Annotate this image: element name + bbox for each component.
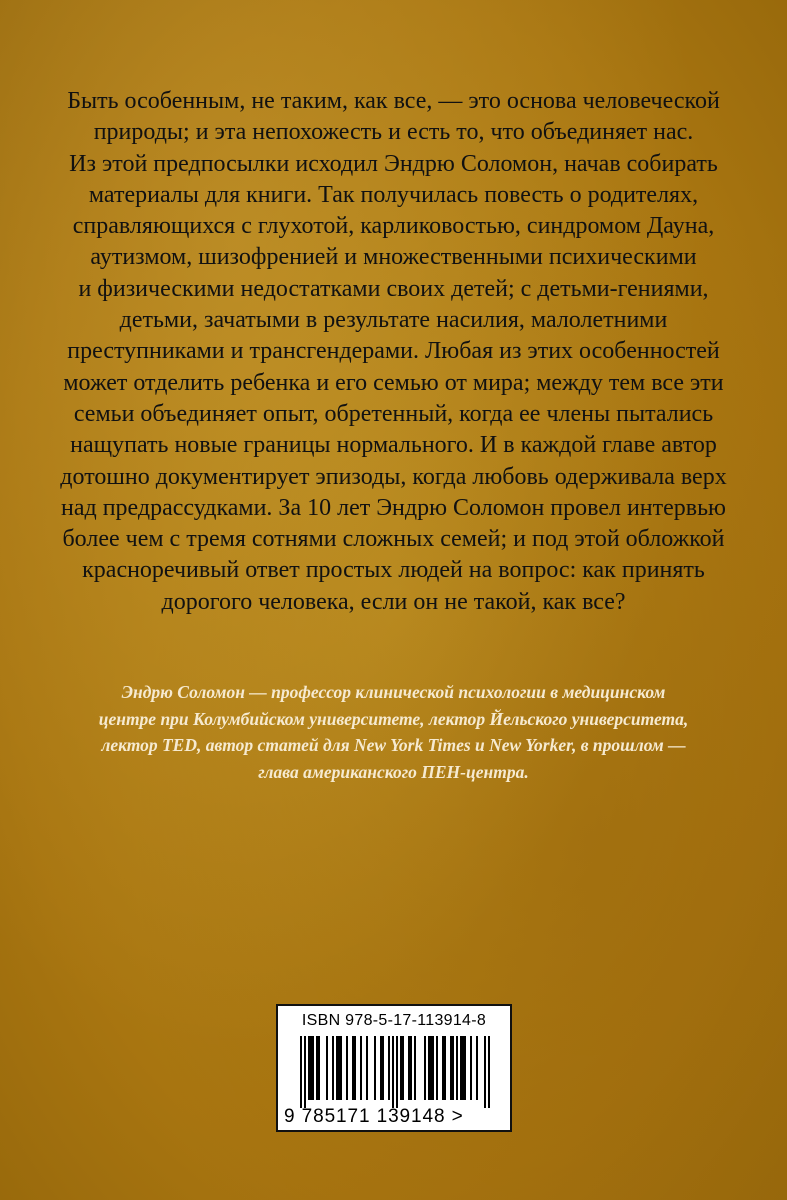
barcode-bar	[388, 1036, 390, 1100]
barcode-bar	[436, 1036, 438, 1100]
barcode-bar	[460, 1036, 462, 1100]
description-line: более чем с тремя сотнями сложных семей; и под этой обложкой	[62, 526, 725, 553]
barcode-bar	[452, 1036, 454, 1100]
barcode-bar	[456, 1036, 458, 1100]
barcode-bar	[374, 1036, 376, 1100]
author-bio-line: лектор TED, автор статей для New York Times и New Yorker, в прошлом —	[101, 735, 686, 756]
barcode-bar	[382, 1036, 384, 1100]
description-line: материалы для книги. Так получилась повесть о родителях,	[88, 181, 699, 208]
author-bio-line: центре при Колумбийском университете, лектор Йельского университета,	[98, 708, 689, 729]
barcode-bar	[442, 1036, 444, 1100]
barcode-guard-bar	[484, 1036, 486, 1108]
description-line: Быть особенным, не таким, как все, — это основа человеческой	[67, 88, 720, 114]
back-cover-description	[40, 86, 747, 618]
description-line: преступниками и трансгендерами. Любая из этих особенностей	[67, 338, 720, 365]
barcode-bar	[354, 1036, 356, 1100]
barcode-bar	[432, 1036, 434, 1100]
description-line: детьми, зачатыми в результате насилия, малолетними	[119, 307, 668, 334]
barcode-bar	[316, 1036, 318, 1100]
barcode-bar	[346, 1036, 348, 1100]
author-bio-line: глава американского ПЕН-центра.	[258, 762, 529, 783]
description-line: над предрассудками. За 10 лет Эндрю Соломон провел интервью	[61, 494, 726, 521]
barcode-guard-bar	[396, 1036, 398, 1108]
barcode-bar	[308, 1036, 310, 1100]
barcode-bar	[400, 1036, 402, 1100]
description-line: дотошно документирует эпизоды, когда любовь одерживала верх	[60, 463, 727, 490]
description-line: нащупать новые границы нормального. И в каждой главе автор	[70, 432, 717, 459]
barcode-bar	[336, 1036, 338, 1100]
barcode-bar	[338, 1036, 340, 1100]
barcode-guard-bar	[488, 1036, 490, 1108]
description-line: аутизмом, шизофренией и множественными психическими	[90, 244, 697, 271]
barcode-bar	[444, 1036, 446, 1100]
description-line: и физическими недостатками своих детей; с детьми-гениями,	[78, 275, 709, 302]
barcode-bar	[450, 1036, 452, 1100]
author-bio	[40, 679, 747, 786]
barcode-bar	[408, 1036, 410, 1100]
barcode-image	[300, 1036, 490, 1108]
isbn-barcode-box	[276, 1004, 512, 1132]
barcode-bar	[430, 1036, 432, 1100]
description-line: Из этой предпосылки исходил Эндрю Соломон, начав собирать	[69, 150, 718, 177]
description-line: природы; и эта непохожесть и есть то, что объединяет нас.	[93, 119, 694, 146]
barcode-bar	[332, 1036, 334, 1100]
barcode-bar	[326, 1036, 328, 1100]
description-line: семьи объединяет опыт, обретенный, когда ее члены пытались	[73, 400, 714, 427]
description-line: может отделить ребенка и его семью от мира; между тем все эти	[63, 369, 724, 396]
barcode-digits: 9 785171 139148 >	[284, 1106, 464, 1127]
barcode-bar	[402, 1036, 404, 1100]
author-bio-line: Эндрю Соломон — профессор клинической психологии в медицинском	[121, 682, 666, 702]
barcode-bar	[352, 1036, 354, 1100]
barcode-bar	[414, 1036, 416, 1100]
barcode-bar	[366, 1036, 368, 1100]
barcode-bar	[318, 1036, 320, 1100]
barcode-bar	[360, 1036, 362, 1100]
barcode-bar	[310, 1036, 312, 1100]
barcode-bar	[424, 1036, 426, 1100]
barcode-guard-bar	[392, 1036, 394, 1108]
barcode-bar	[380, 1036, 382, 1100]
barcode-bar	[476, 1036, 478, 1100]
barcode-bar	[470, 1036, 472, 1100]
barcode-bar	[462, 1036, 464, 1100]
barcode-bar	[428, 1036, 430, 1100]
isbn-label: ISBN 978-5-17-113914-8	[301, 1012, 487, 1029]
barcode-bar	[340, 1036, 342, 1100]
barcode-guard-bar	[304, 1036, 306, 1108]
description-line: красноречивый ответ простых людей на вопрос: как принять	[82, 557, 705, 584]
barcode-guard-bar	[300, 1036, 302, 1108]
description-line: дорогого человека, если он не такой, как все?	[161, 588, 626, 615]
barcode-bar	[464, 1036, 466, 1100]
barcode-bar	[312, 1036, 314, 1100]
description-line: справляющихся с глухотой, карликовостью, синдромом Дауна,	[72, 213, 715, 240]
barcode-bar	[410, 1036, 412, 1100]
